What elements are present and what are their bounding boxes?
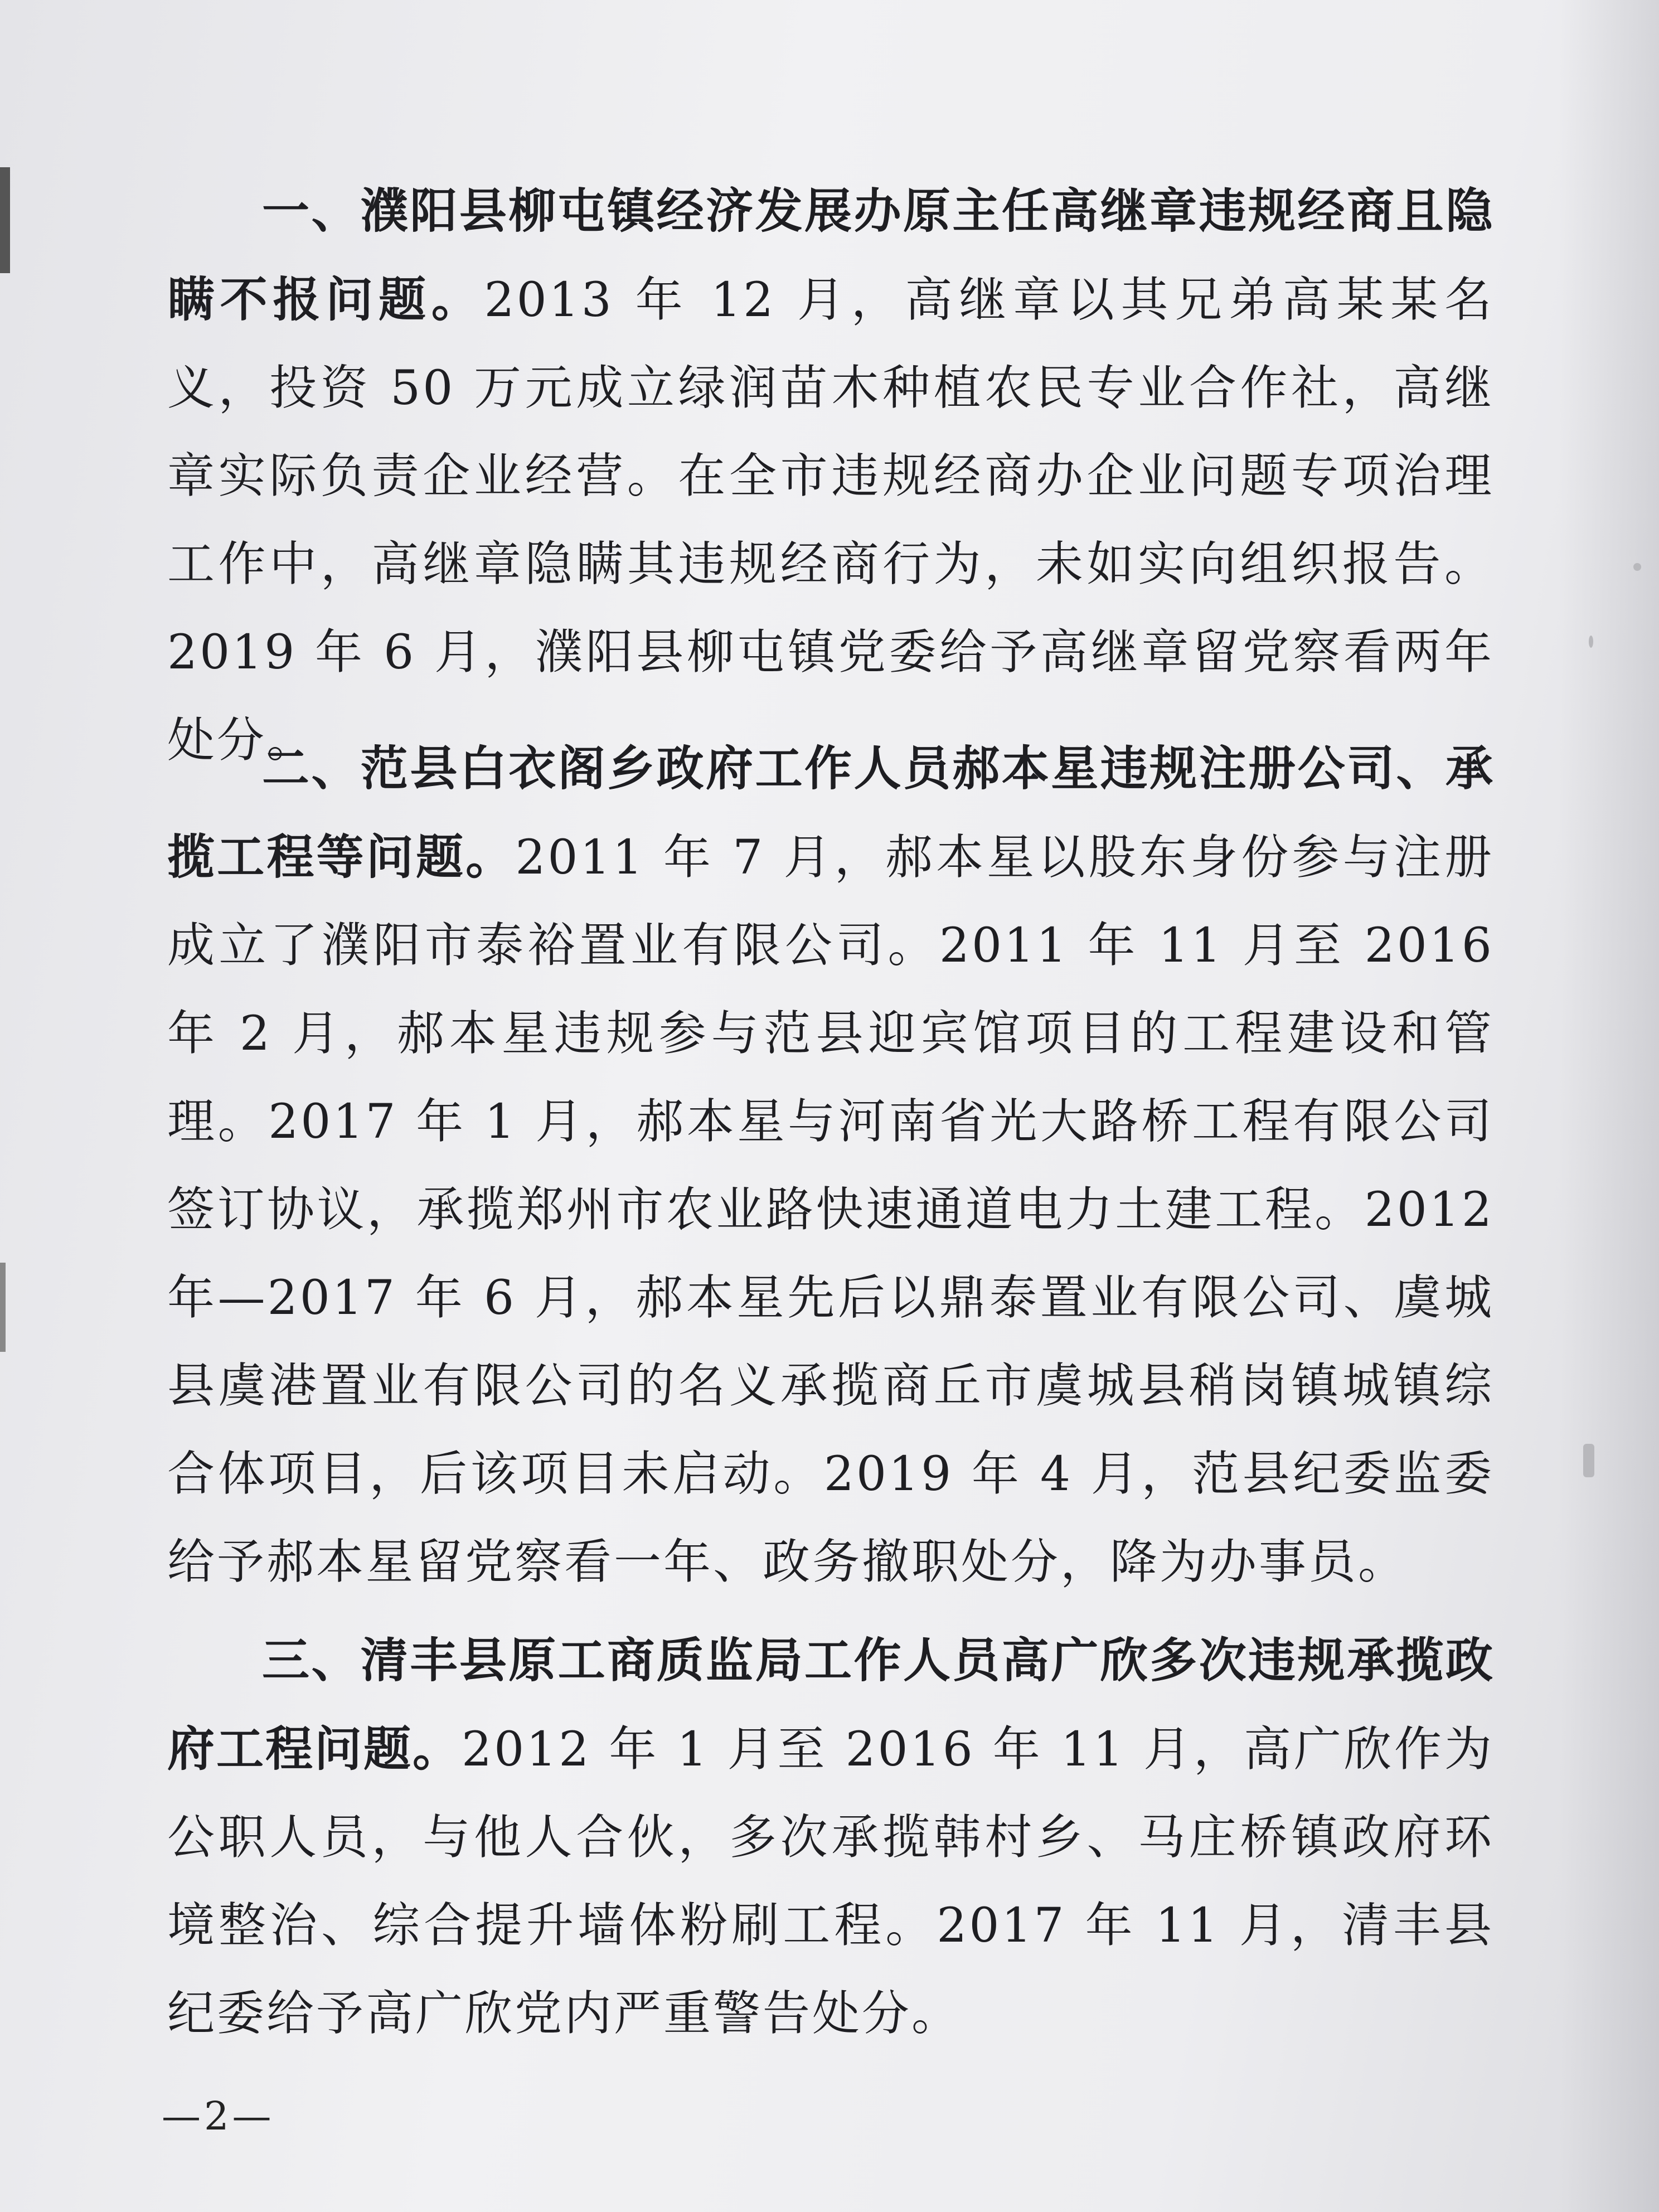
paragraph-3 xyxy=(167,1617,1494,2058)
page-number: —2— xyxy=(162,2093,275,2139)
paragraph-1-body: 2013 年 12 月，高继章以其兄弟高某某名义，投资 50 万元成立绿润苗木种植农民专业合作社，高继章实际负责企业经营。在全市违规经商办企业问题专项治理工作中，高继章隐瞒其违规经商行为，未如实向组织报告。2019 年 6 月，濮阳县柳屯镇党委给予高继章留党察看两年处分。 xyxy=(167,273,1494,768)
paragraph-2-heading: 二、范县白衣阁乡政府工作人员郝本星违规注册公司、承揽工程等问题。 xyxy=(167,741,1494,885)
paragraph-2 xyxy=(167,725,1494,1607)
binding-mark xyxy=(0,167,10,273)
binding-mark xyxy=(0,1263,6,1352)
paper-speck xyxy=(1583,1444,1594,1477)
paragraph-3-body: 2012 年 1 月至 2016 年 11 月，高广欣作为公职人员，与他人合伙，多次承揽韩村乡、马庄桥镇政府环境整治、综合提升墙体粉刷工程。2017 年 11 月，清丰县纪委给予高广欣党内严重警告处分。 xyxy=(167,1722,1494,2041)
paragraph-1 xyxy=(167,167,1494,785)
paragraph-3-heading: 三、清丰县原工商质监局工作人员高广欣多次违规承揽政府工程问题。 xyxy=(167,1633,1494,1777)
paper-speck xyxy=(1633,563,1641,571)
paragraph-1-heading: 一、濮阳县柳屯镇经济发展办原主任高继章违规经商且隐瞒不报问题。 xyxy=(167,183,1494,328)
paragraph-2-body: 2011 年 7 月，郝本星以股东身份参与注册成立了濮阳市泰裕置业有限公司。2011 年 11 月至 2016 年 2 月，郝本星违规参与范县迎宾馆项目的工程建设和管理。2017 年 1 月，郝本星与河南省光大路桥工程有限公司签订协议，承揽郑州市农业路快速通道电力土建工程。2012 年—2017 年 6 月，郝本星先后以鼎泰置业有限公司、虞城县虞港置业有限公司的名义承揽商丘市虞城县稍岗镇城镇综合体项目，后该项目未启动。2019 年 4 月，范县纪委监委给予郝本星留党察看一年、政务撤职处分，降为办事员。 xyxy=(167,830,1494,1590)
page-shadow xyxy=(1559,0,1659,2212)
paper-speck xyxy=(1589,636,1593,648)
